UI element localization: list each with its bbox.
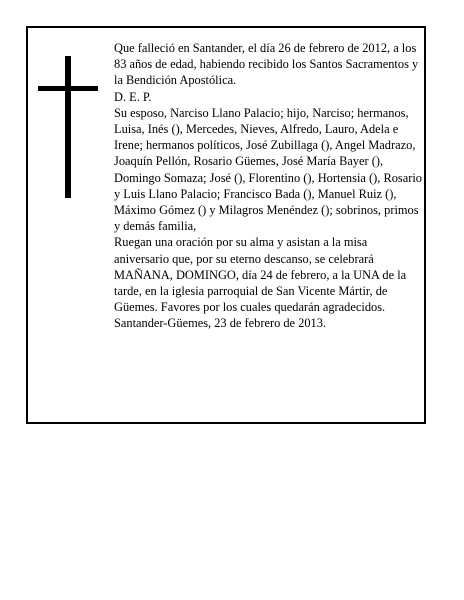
cross-horizontal-bar: [38, 86, 98, 91]
death-announcement: Que falleció en Santander, el día 26 de febrero de 2012, a los 83 años de edad, habiendo recibido los Santos Sacramentos y la Bendición Apostólica.: [114, 41, 419, 88]
latin-cross-icon: [38, 56, 98, 198]
notice-body: [114, 40, 422, 332]
family-list: Su esposo, Narciso Llano Palacio; hijo, Narciso; hermanos, Luisa, Inés (), Mercedes, Nieves, Alfredo, Lauro, Adela e Irene; hermanos políticos, José Zubillaga (), Angel Madrazo, Joaquín Pellón, Rosario Güemes, José María Bayer (), Domingo Somaza; José (), Florentino (), Hortensia (), Rosario y Luis Llano Palacio; Francisco Bada (), Manuel Ruiz (), Máximo Gómez () y Milagros Menéndez (); sobrinos, primos y demás familia,: [114, 105, 422, 234]
mass-invitation: Ruegan una oración por su alma y asistan a la misa aniversario que, por su eterno descanso, se celebrará MAÑANA, DOMINGO, día 24 de febrero, a la UNA de la tarde, en la iglesia parroquial de San Vicente Mártir, de Güemes. Favores por los cuales quedarán agradecidos.: [114, 235, 407, 315]
cross-vertical-bar: [65, 56, 71, 198]
rip-line: D. E. P.: [114, 89, 152, 104]
place-date-line: Santander-Güemes, 23 de febrero de 2013.: [114, 316, 327, 331]
obituary-notice: [26, 26, 426, 424]
